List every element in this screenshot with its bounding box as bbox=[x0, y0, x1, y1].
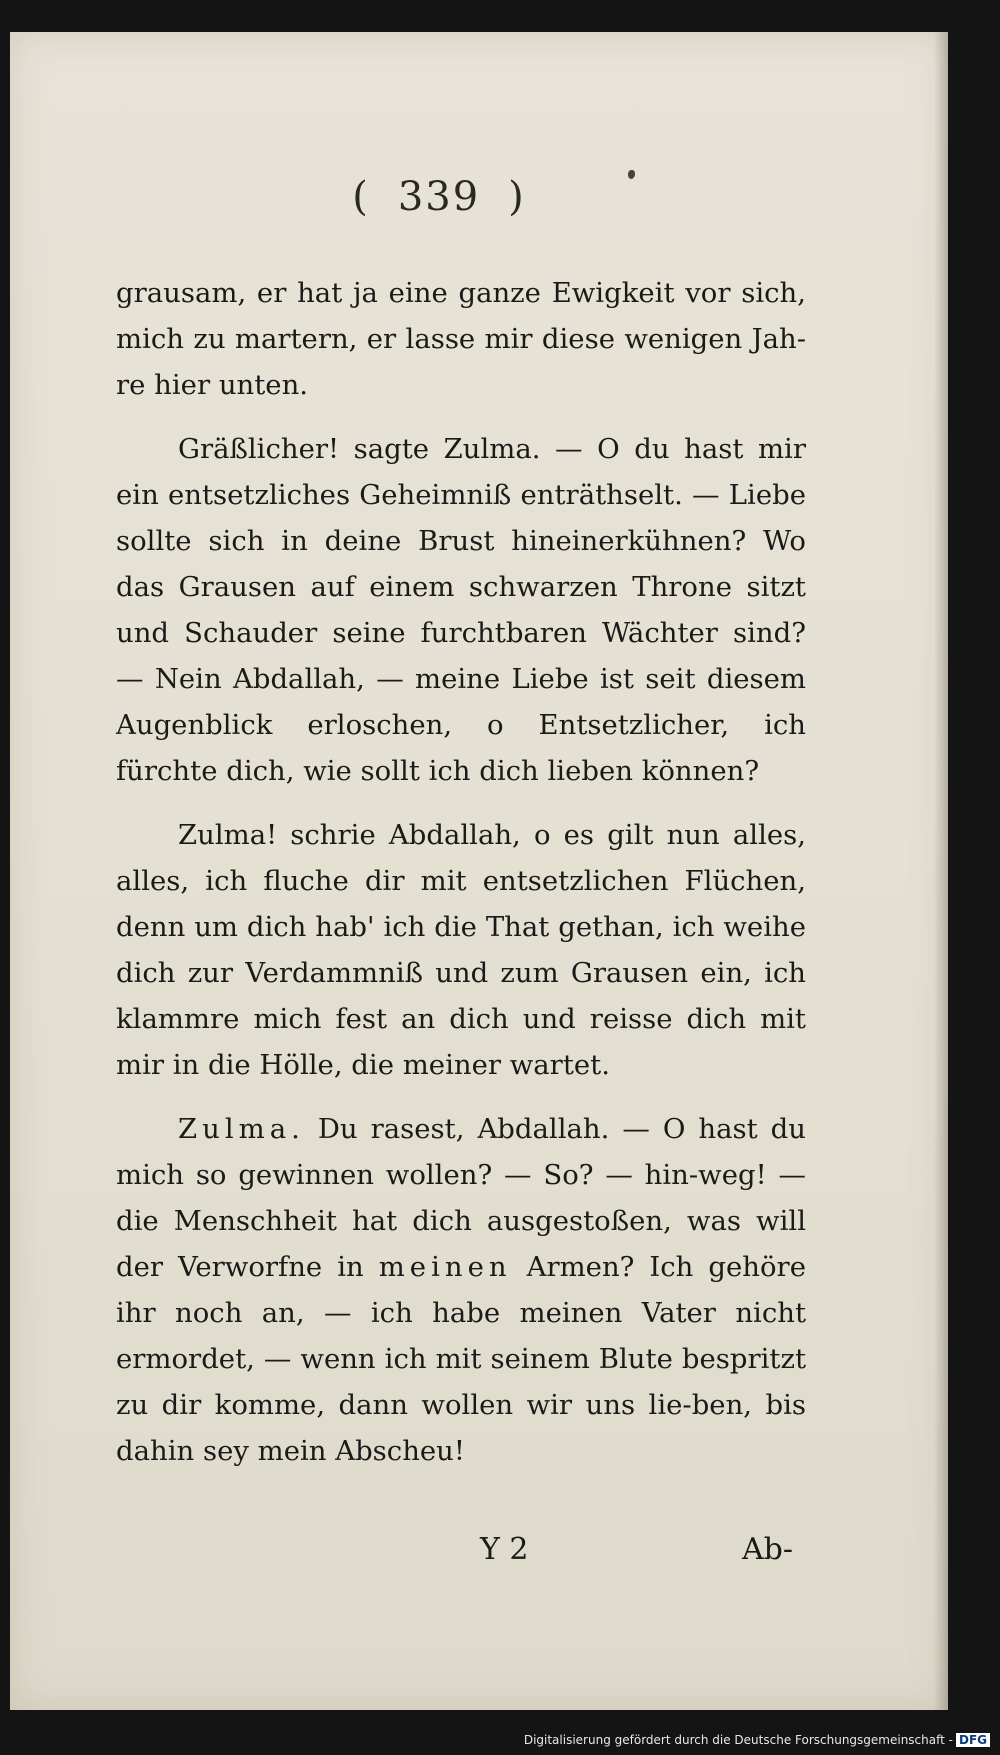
right-paren: ) bbox=[508, 174, 526, 220]
paragraph-3: Zulma! schrie Abdallah, o es gilt nun alles, alles, ich fluche dir mit entsetzlichen Flüchen, denn um dich hab' ich die That gethan, ich weihe dich zur Verdammniß und zum Grausen ein, ich klammre mich fest an dich und reisse dich mit mir in die Hölle, die meiner wartet. bbox=[116, 819, 806, 1081]
paragraph-1: grausam, er hat ja eine ganze Ewigkeit vor sich, mich zu martern, er lasse mir diese wenigen Jah-re hier unten. bbox=[116, 277, 806, 401]
catchword: Ab- bbox=[742, 1532, 794, 1567]
left-paren: ( bbox=[352, 174, 370, 220]
paragraph-4-part-1: Du rasest, Abdallah. — O hast du mich so gewinnen wollen? — So? — hin-weg! — die Menschheit hat dich ausgestoßen, was will der Verworfne in bbox=[116, 1113, 806, 1283]
paragraph-4-part-2: Armen? Ich gehöre ihr noch an, — ich habe meinen Vater nicht ermordet, — wenn ich mit seinem Blute bespritzt zu dir komme, dann wollen wir uns lie-ben, bis dahin sey mein Abscheu! bbox=[116, 1251, 806, 1467]
speaker-name: Zulma. bbox=[178, 1113, 305, 1145]
page-number: 339 bbox=[397, 174, 481, 220]
paragraph-4 bbox=[116, 1106, 806, 1474]
page-number-header bbox=[0, 174, 908, 220]
signature-mark: Y 2 bbox=[480, 1532, 529, 1567]
credit-text: Digitalisierung gefördert durch die Deutsche Forschungsgemeinschaft - bbox=[523, 1733, 953, 1747]
paragraph-2: Gräßlicher! sagte Zulma. — O du hast mir ein entsetzliches Geheimniß enträthselt. — Liebe sollte sich in deine Brust hineinerkühnen? Wo das Grausen auf einem schwarzen Throne sitzt und Schauder seine furchtbaren Wächter sind? — Nein Abdallah, — meine Liebe ist seit diesem Augenblick erloschen, o Entsetzlicher, ich fürchte dich, wie sollt ich dich lieben können? bbox=[116, 433, 806, 787]
body-text bbox=[116, 270, 806, 1492]
dfg-logo: DFG bbox=[956, 1733, 990, 1747]
emphasis-word: meinen bbox=[378, 1251, 512, 1283]
page-edge-shadow bbox=[934, 32, 948, 1710]
digitization-credit bbox=[524, 1733, 990, 1747]
book-page bbox=[10, 32, 948, 1710]
